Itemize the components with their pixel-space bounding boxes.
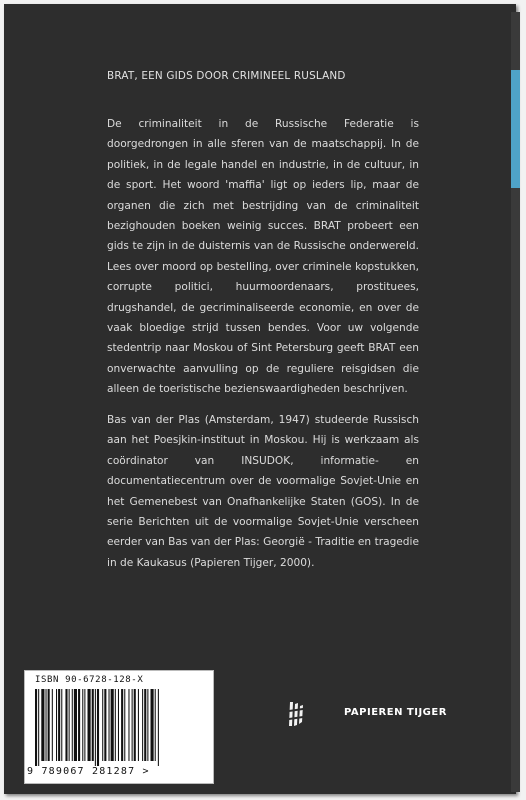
isbn-number: ISBN 90-6728-128-X bbox=[35, 675, 144, 685]
barcode-digits: 9 789067 281287 > bbox=[27, 766, 211, 777]
book-description: De criminaliteit in de Russische Federatie is doorgedrongen in alle sferen van de maatschappij. In de politiek, in de legale handel en industrie, in de cultuur, in de sport. Het woord 'maffia' ligt op ieders lip, maar de organen die zich met bestrijding van de criminaliteit bezighouden boeken weinig succes. BRAT probeert een gids te zijn in de duisternis van de Russische onderwereld. Lees over moord op bestelling, over criminele kopstukken, corrupte politici, huurmoordenaars, prostituees, drugshandel, de gecriminaliseerde economie, en over de vaak bloedige strijd tussen bendes. Voor uw volgende stedentrip naar Moskou of Sint Petersburg geeft BRAT een onverwachte aanvulling op de reguliere reisgidsen die alleen de toeristische bezienswaardigheden beschrijven. bbox=[107, 118, 419, 396]
tiger-stripes-logo-icon bbox=[287, 700, 305, 728]
publisher-name: PAPIEREN TIJGER bbox=[344, 707, 447, 718]
isbn-barcode-label bbox=[24, 670, 214, 784]
book-title: BRAT, EEN GIDS DOOR CRIMINEEL RUSLAND bbox=[107, 70, 346, 82]
author-biography: Bas van der Plas (Amsterdam, 1947) studeerde Russisch aan het Poesjkin-instituut in Moskou. Hij is werkzaam als coördinator van INSUDOK, informatie- en documentatiecentrum over de voormalige Sovjet-Unie en het Gemenebest van Onafhankelijke Staten (GOS). In de serie Berichten uit de voormalige Sovjet-Unie verscheen eerder van Bas van der Plas: Georgië - Traditie en tragedie in de Kaukasus (Papieren Tijger, 2000). bbox=[107, 414, 419, 569]
barcode-bars bbox=[31, 689, 207, 767]
blue-accent-bar bbox=[511, 70, 520, 188]
